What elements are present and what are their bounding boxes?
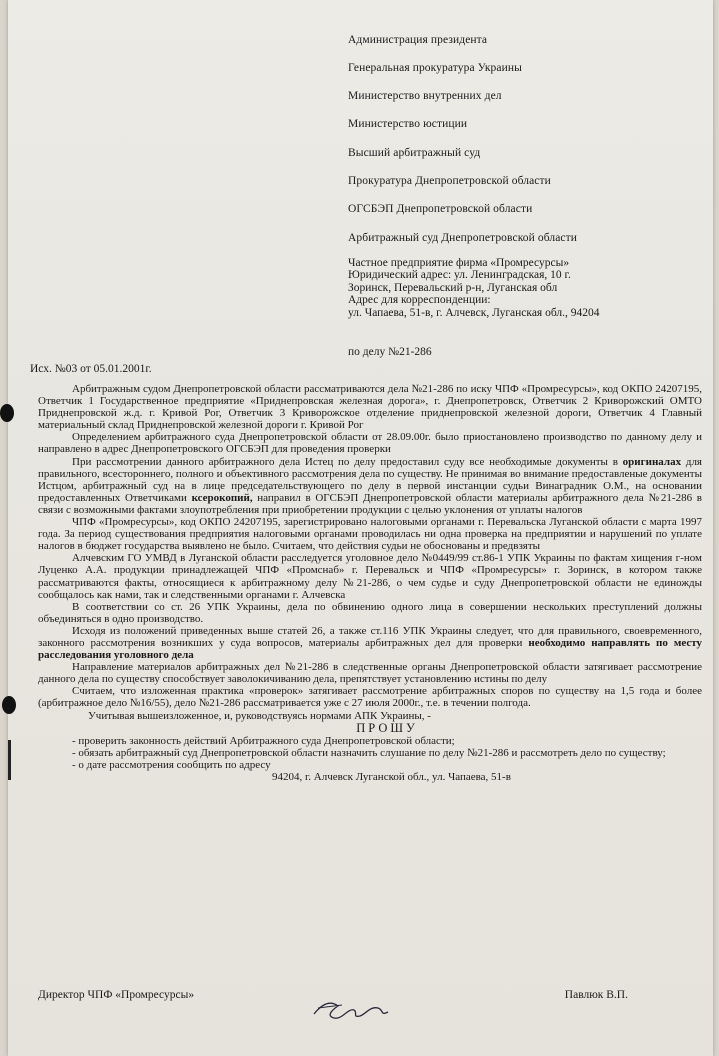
paragraph: Считаем, что изложенная практика «проверок» затягивает рассмотрение арбитражных споров по существу на 1,5 года и более (арбитражное дело №16/55), дело №21-286 рассматривается уже с 27 июля 2000г., т.е. в течении полгода. bbox=[38, 685, 702, 710]
case-reference: по делу №21-286 bbox=[348, 346, 432, 358]
punch-hole bbox=[0, 404, 14, 422]
paragraph: Арбитражным судом Днепропетровской области рассматриваются дела №21-286 по иску ЧПФ «Промресурсы», код ОКПО 24207195, Ответчик 1 Государственное предприятие «Приднепровская железная дорога», г. Днепропетровск, Ответчик 2 Криворожский ОМТО Приднепровской ж.д. г. Кривой Рог, Ответчик 3 Криворожское отделение приднепровской железной дороги, Ответчик 4 Главный материальный склад Приднепровской железной дороги г. Кривой Рог bbox=[38, 383, 702, 432]
addressee: Прокуратура Днепропетровской области bbox=[348, 175, 551, 187]
sender-legal-address-2: Зоринск, Перевальский р-н, Луганская обл bbox=[348, 281, 558, 294]
paragraph: Алчевским ГО УМВД в Луганской области расследуется уголовное дело №0449/99 ст.86-1 УПК Украины по фактам хищения г-ном Луценко А.А. продукции принадлежащей ЧПФ «Промснаб» г. Перевальск и ЧПФ «Промресурсы» г. Зоринск, в котором также рассматриваются факты, относящиеся к арбитражному делу №21-286, о чем судье и суду Днепропетровской области не единожды сообщалось как нами, так и следственными органами г. Алчевска bbox=[38, 552, 702, 601]
emphasis-direction: необходимо направлять по месту расследования уголовного дела bbox=[38, 636, 702, 662]
punch-hole bbox=[2, 696, 16, 714]
paragraph: Определением арбитражного суда Днепропетровской области от 28.09.00г. было приостановлено производство по данному делу и направлено в адрес Днепропетровского ОГСБЭП для проведения проверки bbox=[38, 431, 702, 456]
addressee: Министерство внутренних дел bbox=[348, 90, 502, 102]
sender-name: Частное предприятие фирма «Промресурсы» bbox=[348, 257, 570, 269]
sender-legal-address: Юридический адрес: ул. Ленинградская, 10 г. bbox=[348, 269, 571, 282]
emphasis-originals: оригиналах bbox=[622, 455, 682, 468]
request-item: - проверить законность действий Арбитражного суда Днепропетровской области; bbox=[72, 734, 455, 747]
addressee: Администрация президента bbox=[348, 34, 488, 46]
sender-postal-label: Адрес для корреспонденции: bbox=[348, 294, 491, 307]
paragraph: ЧПФ «Промресурсы», код ОКПО 24207195, зарегистрировано налоговыми органами г. Перевальска Луганской области с марта 1997 года. За период существования предприятия налоговыми органами проводилась ни одна проверка на предприятии и нарушений по уплате налогов в бюджет государства выявлено не было. Считаем, что действия судьи не обоснованы и предвзяты bbox=[38, 516, 702, 553]
addressee: Генеральная прокуратура Украины bbox=[348, 62, 522, 74]
paragraph: Учитывая вышеизложенное, и, руководствуясь нормами АПК Украины, - bbox=[88, 709, 431, 722]
sender-block bbox=[348, 257, 600, 319]
paragraph: Исходя из положений приведенных выше статей 26, а также ст.116 УПК Украины следует, что для правильного, своевременного, законного рассмотрения возникших у суда вопросов, материалы арбитражных дел для проверки необходимо направлять по месту расследования уголовного дела bbox=[38, 624, 702, 662]
page-edge-mark bbox=[8, 740, 11, 780]
addressee: Высший арбитражный суд bbox=[348, 147, 481, 159]
paragraph: Направление материалов арбитражных дел №21-286 в следственные органы Днепропетровской области затягивает рассмотрение данного дела по существу способствует заволокичиванию дела, препятствует установлению истины по делу bbox=[38, 661, 702, 686]
paragraph: В соответствии со ст. 26 УПК Украины, дела по обвинению одного лица в совершении нескольких преступлений должны объединяться в одно производство. bbox=[38, 600, 702, 625]
signatory-name: Павлюк В.П. bbox=[564, 989, 628, 1001]
sender-postal-address: ул. Чапаева, 51-в, г. Алчевск, Луганская обл., 94204 bbox=[348, 306, 600, 319]
letter-body bbox=[38, 383, 702, 783]
addressee: Арбитражный суд Днепропетровской области bbox=[348, 232, 578, 244]
reply-address: 94204, г. Алчевск Луганской обл., ул. Чапаева, 51-в bbox=[272, 770, 511, 783]
emphasis-copies: ксерокопий, bbox=[191, 491, 253, 504]
outgoing-number: Исх. №03 от 05.01.2001г. bbox=[30, 363, 152, 375]
request-item: - обязать арбитражный суд Днепропетровской области назначить слушание по делу №21-286 и рассмотреть дело по существу; bbox=[72, 746, 666, 759]
petition-title: ПРОШУ bbox=[356, 720, 418, 735]
handwritten-signature bbox=[308, 996, 398, 1024]
addressee: Министерство юстиции bbox=[348, 118, 468, 130]
signatory-position: Директор ЧПФ «Промресурсы» bbox=[38, 989, 195, 1001]
paragraph: При рассмотрении данного арбитражного дела Истец по делу предоставил суду все необходимые документы в оригиналах для правильного, всестороннего, полного и объективного рассмотрения дела по существу. Не принимая во внимание предоставленые документы Истцом, арбитражный суд на в лице председательствующего по делу в первой инстанции судьи Винаградник О.М., на основании предоставленных Ответчиками ксерокопий, направил в ОГСБЭП Днепропетровской области материалы арбитражного дела №21-286 в связи с возможными фактами злоупотребления при приобретении продукции с целью уклонения от уплаты налогов bbox=[38, 455, 702, 516]
addressee: ОГСБЭП Днепропетровской области bbox=[348, 203, 533, 215]
document-page bbox=[8, 0, 713, 1056]
request-item: - о дате рассмотрения сообщить по адресу bbox=[72, 758, 271, 771]
